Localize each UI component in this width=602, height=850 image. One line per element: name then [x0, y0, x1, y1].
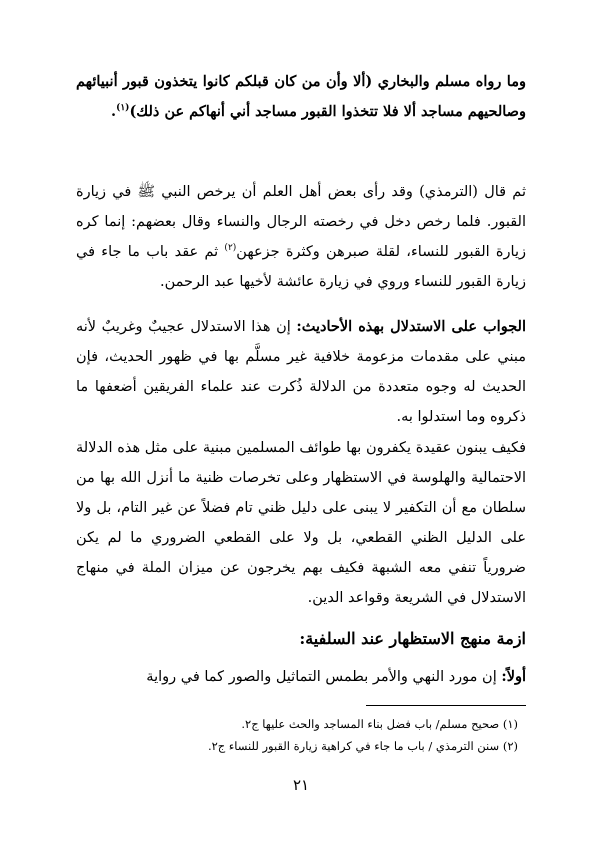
footnote-ref-1[interactable]: (١): [116, 103, 130, 114]
paragraph-end: .: [111, 103, 117, 120]
paragraph-text: فكيف يبنون عقيدة يكفرون بها طوائف المسلمين مبنية على مثل هذه الدلالة الاحتمالية والهلوسة في الاستظهار وعلى تخرصات ظنية ما أنزل الله بها من سلطان مع أن التكفير لا يبنى على دليل ظني تام فضلاً عن غير التام، بل ولا على الدليل الظني القطعي، بل ولا على القطعي الضروري ما لم يكن ضرورياً تنفي معه الشبهة فكيف بهم يخرجون عن ميزان الملة في منهاج الاستدلال في الشريعة وقواعد الدين.: [76, 440, 526, 606]
paragraph-text-b: ثم عقد باب ما جاء في زيارة القبور للنساء وروي في زيارة عائشة لأخيها عبد الرحمن.: [76, 244, 526, 290]
paragraph-answer: [76, 312, 526, 432]
footnote-item: (٢) سنن الترمذي / باب ما جاء في كراهية زيارة القبور للنساء ج٢.: [207, 739, 518, 753]
paragraph-lead: أولاً:: [501, 668, 526, 685]
page-number: ٢١: [292, 776, 310, 794]
paragraph-text-a: ثم قال (الترمذي) وقد رأى بعض أهل العلم أن يرخص النبي ﷺ في زيارة القبور. فلما رخص دخل في رخصته الرجال والنساء وقال بعضهم: إنما كره زيارة القبور للنساء، لقلة صبرهن وكثرة جزعهن: [76, 184, 526, 260]
paragraph-text: إن مورد النهي والأمر بطمس التماثيل والصور كما في رواية: [146, 669, 502, 685]
paragraph-argument: [76, 433, 526, 613]
paragraph-text: إن هذا الاستدلال عجيبٌ وغريبٌ لأنه مبني على مقدمات مزعومة خلافية غير مسلَّم بها في ظهور الحديث، فإن الحديث له وجوه متعددة من الدلالة ذُكرت عند علماء الفريقين أضعفها ما ذكروه وما استدلوا به.: [76, 319, 526, 425]
paragraph-text: وما رواه مسلم والبخاري (ألا وأن من كان قبلكم كانوا يتخذون قبور أنبيائهم وصالحيهم مساجد ألا فلا تتخذوا القبور مساجد أني أنهاكم عن ذلك): [76, 73, 526, 120]
paragraph-first-point: [76, 662, 526, 692]
footnote-ref-2[interactable]: (٢): [224, 243, 237, 254]
footnote-divider: [366, 705, 526, 706]
paragraph-lead: الجواب على الاستدلال بهذه الأحاديث:: [296, 318, 527, 335]
paragraph-tirmidhi: [76, 177, 526, 297]
section-heading: ازمة منهج الاستظهار عند السلفية:: [299, 629, 526, 648]
paragraph-hadith-quote: [76, 67, 526, 127]
footnotes-list: [76, 713, 526, 757]
footnote-item: (١) صحيح مسلم/ باب فضل بناء المساجد والحث عليها ج٢.: [241, 717, 518, 731]
